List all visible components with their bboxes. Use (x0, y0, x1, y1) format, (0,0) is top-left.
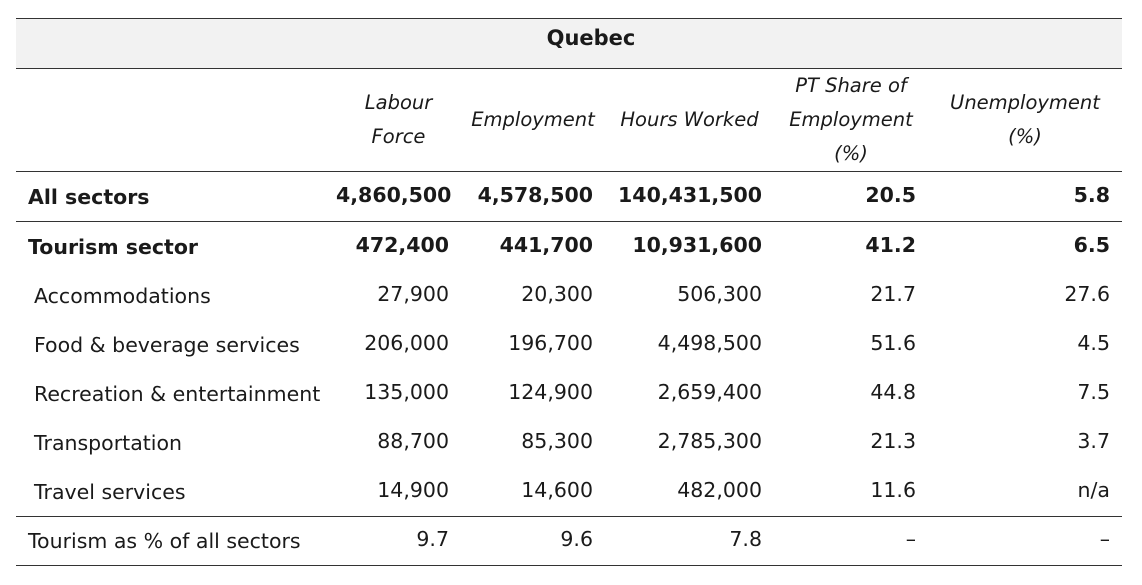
cell-unemployment (928, 320, 1122, 369)
cell-unemployment (928, 222, 1122, 272)
header-empty-cell (16, 69, 336, 172)
cell-labour-force (336, 222, 461, 272)
cell-unemployment (928, 172, 1122, 222)
cell-hours-worked (605, 418, 774, 467)
cell-value: 20.5 (865, 182, 916, 207)
cell-pt-share (774, 320, 928, 369)
cell-pt-share (774, 517, 928, 566)
cell-value: n/a (1077, 477, 1110, 502)
cell-pt-share (774, 369, 928, 418)
cell-value: – (905, 527, 916, 551)
cell-value: 506,300 (677, 281, 762, 306)
cell-value: 135,000 (364, 379, 449, 404)
cell-value: 4,498,500 (657, 330, 762, 355)
row-label (16, 320, 336, 369)
cell-value: 124,900 (508, 379, 593, 404)
cell-value: 27.6 (1064, 281, 1110, 306)
cell-value: 140,431,500 (618, 182, 762, 207)
cell-value: 7.5 (1077, 379, 1110, 404)
cell-employment (461, 172, 605, 222)
cell-value: 4,860,500 (336, 182, 452, 207)
cell-value: 5.8 (1073, 182, 1110, 207)
cell-unemployment (928, 467, 1122, 517)
cell-value: 2,659,400 (657, 379, 762, 404)
table-row-food-beverage (16, 320, 1122, 369)
cell-employment (461, 467, 605, 517)
row-label-text: Tourism sector (28, 234, 199, 259)
cell-labour-force (336, 271, 461, 320)
data-table-container (16, 18, 1122, 566)
cell-labour-force (336, 418, 461, 467)
cell-labour-force (336, 517, 461, 566)
row-label (16, 271, 336, 320)
row-label (16, 222, 336, 272)
row-label (16, 517, 336, 566)
cell-value: 472,400 (355, 232, 449, 257)
cell-employment (461, 271, 605, 320)
cell-value: 21.7 (870, 281, 916, 306)
cell-employment (461, 369, 605, 418)
cell-hours-worked (605, 467, 774, 517)
cell-hours-worked (605, 320, 774, 369)
cell-employment (461, 418, 605, 467)
cell-labour-force (336, 369, 461, 418)
cell-value: 9.7 (416, 527, 449, 551)
cell-employment (461, 222, 605, 272)
cell-pt-share (774, 271, 928, 320)
cell-pt-share (774, 467, 928, 517)
cell-value: 14,900 (377, 477, 449, 502)
cell-unemployment (928, 517, 1122, 566)
cell-hours-worked (605, 172, 774, 222)
row-label (16, 369, 336, 418)
cell-value: 7.8 (729, 527, 762, 551)
header-labour-force: Labour Force (336, 69, 461, 172)
header-employment: Employment (461, 69, 605, 172)
table-title-row (16, 19, 1122, 69)
row-label-text: Transportation (34, 430, 183, 455)
header-pt-share: PT Share of Employment (%) (774, 69, 928, 172)
cell-value: 14,600 (521, 477, 593, 502)
cell-unemployment (928, 369, 1122, 418)
header-hours-worked: Hours Worked (605, 69, 774, 172)
cell-hours-worked (605, 222, 774, 272)
cell-pt-share (774, 172, 928, 222)
table-title (16, 19, 1122, 69)
cell-hours-worked (605, 271, 774, 320)
table-row-transportation (16, 418, 1122, 467)
row-label-text: All sectors (28, 184, 150, 209)
cell-labour-force (336, 320, 461, 369)
row-label-text: Food & beverage services (34, 332, 300, 357)
row-label (16, 418, 336, 467)
cell-value: 482,000 (677, 477, 762, 502)
table-row-travel-services (16, 467, 1122, 517)
cell-value: 3.7 (1077, 428, 1110, 453)
cell-value: 20,300 (521, 281, 593, 306)
table-row-all-sectors (16, 172, 1122, 222)
table-row-accommodations (16, 271, 1122, 320)
cell-employment (461, 517, 605, 566)
cell-value: 441,700 (499, 232, 593, 257)
row-label-text: Accommodations (34, 283, 211, 308)
cell-value: 206,000 (364, 330, 449, 355)
cell-labour-force (336, 467, 461, 517)
cell-pt-share (774, 222, 928, 272)
cell-unemployment (928, 271, 1122, 320)
cell-pt-share (774, 418, 928, 467)
cell-value: 11.6 (870, 477, 916, 502)
cell-hours-worked (605, 517, 774, 566)
row-label-text: Recreation & entertainment (34, 381, 321, 406)
cell-employment (461, 320, 605, 369)
cell-value: 21.3 (870, 428, 916, 453)
cell-value: 44.8 (870, 379, 916, 404)
cell-unemployment (928, 418, 1122, 467)
cell-value: 88,700 (377, 428, 449, 453)
cell-hours-worked (605, 369, 774, 418)
cell-value: 196,700 (508, 330, 593, 355)
cell-value: 10,931,600 (632, 232, 762, 257)
row-label (16, 467, 336, 517)
table-row-tourism-sector (16, 222, 1122, 272)
table-row-recreation (16, 369, 1122, 418)
header-unemployment: Unemployment (%) (928, 69, 1122, 172)
cell-value: 85,300 (521, 428, 593, 453)
cell-value: 41.2 (865, 232, 916, 257)
cell-value: 51.6 (870, 330, 916, 355)
table-row-tourism-share (16, 517, 1122, 566)
column-header-row (16, 69, 1122, 172)
cell-value: 6.5 (1073, 232, 1110, 257)
cell-value: – (1099, 527, 1110, 551)
cell-value: 9.6 (560, 527, 593, 551)
cell-value: 27,900 (377, 281, 449, 306)
cell-value: 2,785,300 (657, 428, 762, 453)
cell-value: 4,578,500 (477, 182, 593, 207)
labour-statistics-table (16, 18, 1122, 566)
row-label-text: Travel services (34, 479, 186, 504)
cell-value: 4.5 (1077, 330, 1110, 355)
table-title-text: Quebec (546, 25, 636, 50)
row-label-text: Tourism as % of all sectors (28, 529, 301, 553)
cell-labour-force (336, 172, 461, 222)
row-label (16, 172, 336, 222)
